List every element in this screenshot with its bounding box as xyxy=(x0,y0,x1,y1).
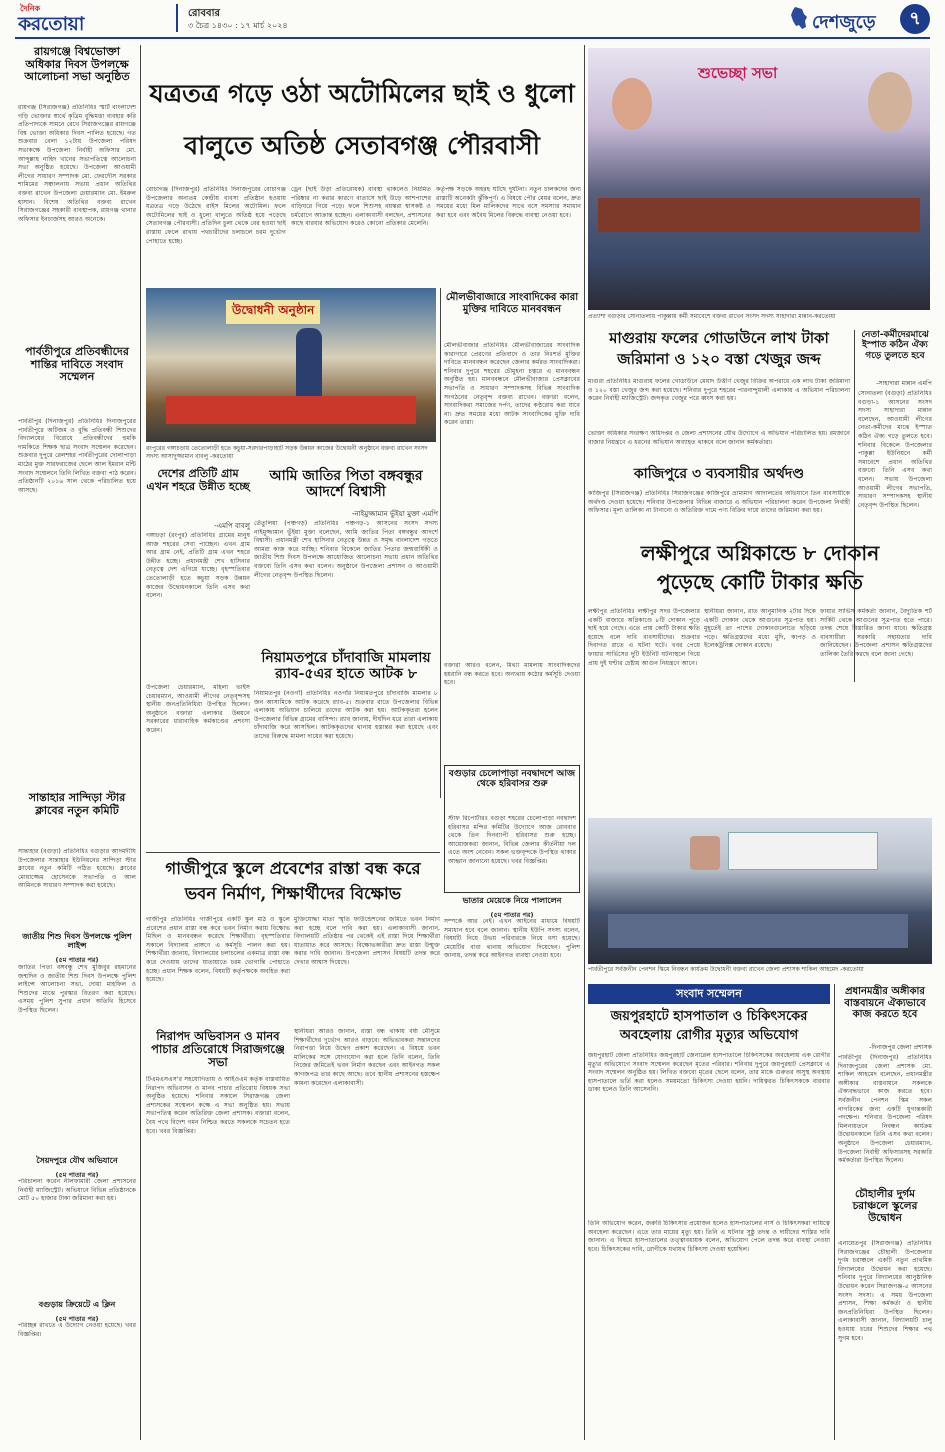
lead-headline-line2: বালুতে অতিষ্ঠ সেতাবগঞ্জ পৌরবাসী xyxy=(184,131,540,160)
bangladesh-map-icon xyxy=(790,6,808,30)
parbatipur-photo xyxy=(588,818,932,964)
page-number-badge xyxy=(900,4,930,34)
more-saidpur: (৫ম পাতার পর) xyxy=(55,1171,99,1179)
body-magura: মাগুরা প্রতিনিধিঃ মাগুরায় ফলের গোডাউনে মেয়াদ উত্তীর্ণ খেজুর বিক্রির অপরাধে এক লাখ টাকা জরিমানা ও ১২০ বস্তা খেজুর জব্দ করা হয়েছে। শনিবার দুপুরে শহরের পারনান্দুয়ালী এলাকায় এ অভিযান পরিচালনা করেন নির্বাহী ম্যাজিস্ট্রেট। জব্দকৃত খেজুর পরে ধ্বংস করা হয়। xyxy=(588,378,850,403)
body-lakshmipur-2: স্থানীয়রা জানান, রাত আনুমানিক ২টার দিকে একটি দোকান থেকে আগুনের সূত্রপাত হয়। মুহূর্তেই তা পাশের দোকানগুলোতে ছড়িয়ে পড়ে। ক্ষতিগ্রস্তদের মধ্যে মুদি, কাপড় ও ইলেকট্রনিক্স দোকান রয়েছে। xyxy=(704,608,816,650)
headline-father-line1: আমি জাতির পিতা বঙ্গবন্ধুর xyxy=(269,468,423,484)
headline-jaipurhat-line2: অবহেলায় রোগীর মৃত্যুর অভিযোগ xyxy=(619,1027,799,1043)
more-daughter: (৫ম পাতার পর) xyxy=(490,911,534,919)
headline-rab xyxy=(254,650,438,682)
headline-trafficking: নিরাপদ অভিবাসন ও মানব পাচার প্রতিরোধে সিরাজগঞ্জে সভা xyxy=(151,1029,285,1070)
dais-table xyxy=(608,914,908,948)
body-father: তেঁতুলিয়া (পঞ্চগড়) প্রতিনিধিঃ পঞ্চগড়-১ আসনের সংসদ সদস্য নাইমুজ্জামান ভুঁইয়া মুক্তা বলেছেন, আমি জাতির পিতা বঙ্গবন্ধুর আদর্শে বিশ্বাসী। প্রধানমন্ত্রী শেখ হাসিনার নেতৃত্বে উন্নত ও সমৃদ্ধ বাংলাদেশ গড়তে আমরা কাজ করে যাচ্ছি। শনিবার বিকেলে জাতির পিতার জন্মবার্ষিকী ও জাতীয় শিশু দিবস উপলক্ষে আয়োজিত আলোচনা সভায় প্রধান অতিথির বক্তব্যে তিনি এসব কথা বলেন। অনুষ্ঠানে উপজেলা প্রশাসন ও আওয়ামী লীগের নেতৃবৃন্দ উপস্থিত ছিলেন। xyxy=(254,520,438,579)
press-conf-label xyxy=(588,984,830,1004)
headline-gazipur-line2: ভবন নির্মাণ, শিক্ষার্থীদের বিক্ষোভ xyxy=(184,883,402,903)
masthead-rule xyxy=(15,37,930,39)
body-leaders: সোনাতলা (বগুড়া) প্রতিনিধিঃ বগুড়া-১ আসনের সংসদ সদস্য সাহাদারা মান্নান বলেছেন, আওয়ামী লীগের নেতা-কর্মীদের মাঝে ইস্পাত কঠিন ঐক্য গড়ে তুলতে হবে। শনিবার বিকেলে উপজেলার পাকুল্লা ইউনিয়নে কর্মী সমাবেশে প্রধান অতিথির বক্তব্যে তিনি এসব কথা বলেন। সভায় উপজেলা আওয়ামী লীগের সভাপতি, সাধারণ সম্পাদকসহ স্থানীয় নেতৃবৃন্দ উপস্থিত ছিলেন। xyxy=(858,390,932,509)
lead-body-col3: কর্তৃপক্ষ সড়কে অহরহ ঘটছে দুর্ঘটনা। নতুন চালকদের জন্য রাস্তাটি অনেকটা ঝুঁকিপূর্ণ। এ বিষয়ে পৌর মেয়র বলেন, দ্রুত সময়ের মধ্যে মিল মালিকদের সাথে বসে সমস্যার সমাধান করা হবে এবং অবৈধ মিলের বিরুদ্ধে ব্যবস্থা নেওয়া হবে। xyxy=(436,186,581,219)
section-title: দেশজুড়ে xyxy=(812,12,876,33)
headline-haribasar: বগুড়ার চেলোপাড়া নবদ্বাদশে আজ থেকে হরিবাসর শুরু xyxy=(448,769,576,790)
gangachara-photo xyxy=(146,288,436,442)
press-conf-label-text: সংবাদ সম্মেলন xyxy=(676,987,742,1000)
body-village-2: উপজেলা চেয়ারম্যান, মহিলা ভাইস চেয়ারম্যান, আওয়ামী লীগের নেতৃবৃন্দসহ স্থানীয় জনপ্রতিনিধিরা উপস্থিত ছিলেন। অনুষ্ঠানে বক্তারা এলাকার উন্নয়নে সরকারের ধারাবাহিক কর্মকাণ্ডের প্রশংসা করেন। xyxy=(146,684,250,734)
masthead-date: ৩ চৈত্র ১৪৩০ : ১৭ মার্চ ২০২৪ xyxy=(188,21,288,30)
byline-leaders: -সাহাদারা মান্নান এমপি xyxy=(876,380,932,387)
sonatola-photo-caption: প্রত্যাশা বগুড়ার সোনাতলায় পাকুল্লায় কর্মী সমাবেশে বক্তব্য রাখেন সংসদ সদস্য সাহাদারা মান্নান-করতোয়া xyxy=(588,313,836,320)
headline-kajipur: কাজিপুরে ৩ ব্যবসায়ীর অর্থদণ্ড xyxy=(633,466,805,482)
headline-chowhali: চৌহালীর দুর্গম চরাঞ্চলে স্কুলের উদ্বোধন xyxy=(852,1188,918,1225)
body-pm-pledge: পার্বতীপুর (দিনাজপুর) প্রতিনিধিঃ দিনাজপুরের জেলা প্রশাসক মো. শাকিল আহমেদ বলেছেন, প্রধানমন্ত্রীর অঙ্গীকার বাস্তবায়নে সকলকে ঐক্যবদ্ধভাবে কাজ করতে হবে। সর্বজনীন পেনশন স্কিম সকল নাগরিকের জন্য একটি যুগান্তকারী পদক্ষেপ। শনিবার উপজেলা পরিষদ মিলনায়তনে নিবন্ধন কার্যক্রম উদ্বোধনকালে তিনি এসব কথা বলেন। অনুষ্ঠানে উপজেলা চেয়ারম্যান, উপজেলা নির্বাহী অফিসারসহ সরকারি কর্মকর্তারা উপস্থিত ছিলেন। xyxy=(838,1054,932,1165)
masthead-day: রোববার xyxy=(188,8,220,19)
headline-moulvibazar: মৌলভীবাজারে সাংবাদিকের কারা মুক্তির দাবিতে মানববন্ধন xyxy=(445,292,579,315)
body-jaipurhat-2: তিনি অভিযোগ করেন, জরুরি চিকিৎসার প্রয়োজন হলেও হাসপাতালের নার্স ও চিকিৎসকরা দায়িত্বে অবহেলা করেছেন। এতে তার মায়ের মৃত্যু হয়। তিনি এ ঘটনার সুষ্ঠু তদন্ত ও দায়ীদের শাস্তির দাবি জানান। এ বিষয়ে হাসপাতালের তত্ত্বাবধায়ক বলেন, অভিযোগ পেলে তদন্ত করে ব্যবস্থা নেওয়া হবে। চিকিৎসকের দাবি, রোগীকে যথাযথ চিকিৎসা দেওয়া হয়েছিল। xyxy=(588,1220,830,1253)
headline-santahar-club: সান্তাহার সান্দিড়া স্টার ক্লাবের নতুন কমিটি xyxy=(28,791,126,817)
photo-banner: উদ্বোধনী অনুষ্ঠান xyxy=(226,300,320,324)
body-rab: নিয়ামতপুর (নওগাঁ) প্রতিনিধিঃ নওগাঁর নিয়ামতপুরে চাঁদাবাজি মামলার ৮ জন আসামিকে আটক করেছে র‌্যাব-৫। শুক্রবার রাতে উপজেলার বিভিন্ন এলাকায় অভিযান চালিয়ে তাদের আটক করা হয়। আটককৃতরা হলেন উপজেলার বিভিন্ন গ্রামের বাসিন্দা। র‌্যাব জানায়, দীর্ঘদিন ধরে তারা এলাকায় চাঁদাবাজি করে আসছিল। আটককৃতদের থানায় হস্তান্তর করা হয়েছে এবং তাদের বিরুদ্ধে মামলা দায়ের করা হয়েছে। xyxy=(254,690,438,740)
headline-lakshmipur-line2: পুড়েছে কোটি টাকার ক্ষতি xyxy=(657,570,863,594)
headline-raiganj: রায়গঞ্জে বিশ্বভোক্তা অধিকার দিবস উপলক্ষে আলোচনা সভা অনুষ্ঠিত xyxy=(24,45,130,84)
headline-gazipur xyxy=(146,860,440,904)
body-lakshmipur-3: ফায়ার সার্ভিস কর্মকর্তা জানান, বৈদ্যুতিক শর্ট সার্কিট থেকে আগুনের সূত্রপাত হতে পারে। তদন্ত শেষে বিস্তারিত জানা যাবে। ক্ষতিগ্রস্ত ব্যবসায়ীরা সরকারি সহায়তার দাবি জানিয়েছেন। উপজেলা প্রশাসন ক্ষতিগ্রস্তদের তালিকা তৈরি করছে বলে জানা গেছে। xyxy=(820,608,932,658)
headline-saidpur: সৈয়দপুরে যৌথ অভিযানে xyxy=(36,1155,118,1165)
body-daughter: সম্পর্কে আর নেই। এখন আইনের মাধ্যমে বিষয়টি সমাধান হবে বলে জানান। স্থানীয় ইউপি সদস্য বলেন, বিষয়টি নিয়ে উভয় পরিবারকে নিয়ে বসা হয়েছে। মেয়েটির বাবা থানায় অভিযোগ দিয়েছেন। পুলিশ জানায়, তদন্ত করে আইনগত ব্যবস্থা নেওয়া হবে। xyxy=(444,918,580,960)
byline-pm-pledge: -দিনাজপুর জেলা প্রশাসক xyxy=(869,1044,932,1051)
headline-father xyxy=(254,468,438,500)
headline-lakshmipur xyxy=(588,542,932,594)
parbatipur-photo-caption: পার্বতীপুরে সর্বজনীন পেনশন স্কিমে নিবন্ধন কার্যক্রম উদ্বোধনী বক্তব্য রাখেন জেলা প্রশাসক শাকিল আহমেদ -করতোয়া xyxy=(588,966,864,973)
headline-jaipurhat xyxy=(588,1010,830,1044)
headline-magura xyxy=(588,330,850,369)
body-gazipur-1: গাজীপুর প্রতিনিধিঃ গাজীপুরে একটি স্কুল মাঠ ও স্কুলে প্রবেশের প্রধান রাস্তা বন্ধ করে ভবন নির্মাণ করায় বিক্ষোভ মিছিল ও মানববন্ধন করেছে শিক্ষার্থীরা। বৃহস্পতিবার সকালে বিদ্যালয় প্রাঙ্গণে এ কর্মসূচি পালন করা হয়। শিক্ষার্থীরা জানায়, বিদ্যালয়ের চলাচলের একমাত্র রাস্তা বন্ধ করে দেওয়ায় তাদের যাতায়াতে চরম ভোগান্তি পোহাতে হচ্ছে। প্রধান শিক্ষক বলেন, বিষয়টি কর্তৃপক্ষকে অবহিত করা হয়েছে। xyxy=(146,916,290,984)
headline-parbatipur-protest: পার্বতীপুরে প্রতিবন্ধীদের শান্তির দাবিতে সংবাদ সম্মেলন xyxy=(25,345,129,384)
headline-rab-line2: র‌্যাব-৫এর হাতে আটক ৮ xyxy=(275,666,417,683)
headline-jaipurhat-line1: জয়পুরহাটে হাসপাতাল ও চিকিৎসকের xyxy=(610,1009,808,1024)
photo-banner-sonatola: শুভেচ্ছা সভা xyxy=(698,64,778,82)
col1-rule xyxy=(140,45,141,1440)
headline-magura-line2: জরিমানা ও ১২০ বস্তা খেজুর জব্দ xyxy=(617,350,821,369)
byline-village: -এমপি বাবলু xyxy=(214,522,250,530)
headline-bogura-clean: বগুড়ায় ক্রিয়েটে এ ক্লিন xyxy=(38,1299,116,1309)
lead-headline-line1: যত্রতত্র গড়ে ওঠা অটোমিলের ছাই ও ধুলো xyxy=(149,79,575,108)
right-rule xyxy=(584,45,585,1440)
body-lakshmipur-1: লক্ষীপুর প্রতিনিধিঃ লক্ষীপুর সদর উপজেলার একটি বাজারে অগ্নিকাণ্ডে ৮টি দোকান পুড়ে ছাই হয়ে গেছে। এতে প্রায় কোটি টাকার ক্ষতি হয়েছে বলে দাবি ব্যবসায়ীদের। শুক্রবার দিবাগত রাতে এ ঘটনা ঘটে। খবর পেয়ে ফায়ার সার্ভিসের দুটি ইউনিট ঘটনাস্থলে গিয়ে প্রায় দুই ঘণ্টার চেষ্টায় আগুন নিয়ন্ত্রণে আনে। xyxy=(588,608,700,667)
body-raiganj: রায়গঞ্জ (সিরাজগঞ্জ) প্রতিনিধিঃ স্মার্ট বাংলাদেশ গড়ি ভোক্তার স্বার্থে কৃত্রিম বুদ্ধিমত্তা ব্যবহার করি প্রতিপাদ্যকে সামনে রেখে সিরাজগঞ্জের রায়গঞ্জে বিশ্ব ভোক্তা অধিকার দিবস পালিত হয়েছে। গত শুক্রবার বেলা ১২টায় উপজেলা পরিষদ সভাকক্ষে উপজেলা নির্বাহী অফিসার মো. আব্দুল্লাহ নাহিদ খানের সভাপতিত্বে আলোচনা সভা অনুষ্ঠিত হয়েছে। উপজেলা আওয়ামী লীগের সাধারণ সম্পাদক মো. ফেরদৌস সরকার শামিমের সঞ্চালনায় সভায় প্রধান অতিথির বক্তব্য রাখেন উপজেলা চেয়ারম্যান মো. ইমরুল হাসান। বিশেষ অতিথির বক্তব্য রাখেন সিরাজগঞ্জের সহকারী ব্যবস্থাপক, রায়গঞ্জ থানার অফিসার ইনচার্জসহ আরও অনেকে। xyxy=(18,104,136,223)
body-chowhali: এনায়েতপুর (সিরাজগঞ্জ) প্রতিনিধিঃ সিরাজগঞ্জের চৌহালী উপজেলার দুর্গম চরাঞ্চলে একটি নতুন প্রাথমিক বিদ্যালয়ের উদ্বোধন করা হয়েছে। শনিবার দুপুরে বিদ্যালয়ের আনুষ্ঠানিক উদ্বোধন করেন সিরাজগঞ্জ-৫ আসনের সংসদ সদস্য। এ সময় উপজেলা প্রশাসন, শিক্ষা কর্মকর্তা ও স্থানীয় জনপ্রতিনিধিরা উপস্থিত ছিলেন। এলাকাবাসী জানান, বিদ্যালয়টি চালু হওয়ায় চরের শিশুদের শিক্ষার পথ সুগম হবে। xyxy=(838,1240,932,1342)
pm-rule xyxy=(834,984,835,1440)
pm-portrait xyxy=(690,836,720,870)
gangachara-photo-caption: রংপুরের গঙ্গাচড়ায় তেতোলাড়ী হতে কচুয়া-সরদারপাড়াহাট সড়ক উন্নয়ন কাজের উদ্বোধনী অনুষ্ঠানে বক্তব্য রাখেন সংসদ সদস্য আসাদুজ্জামান বাবলু -করতোয়া xyxy=(146,445,428,460)
moulvibazar-rule xyxy=(440,288,441,798)
masthead-divider xyxy=(176,4,178,32)
headline-gazipur-line1: গাজীপুরে স্কুলে প্রবেশের রাস্তা বন্ধ করে xyxy=(165,859,421,878)
flower-table xyxy=(166,396,416,424)
headline-village: দেশের প্রতিটি গ্রাম এখন শহরে উন্নীত হচ্ছে xyxy=(146,467,250,493)
brand-logo: করতোয়া xyxy=(18,13,84,35)
body-moulvibazar: মৌলভীবাজার প্রতিনিধিঃ মৌলভীবাজারের সাংবাদিক কারাগারে প্রেরণের প্রতিবাদে ও তার নিঃশর্ত মুক্তির দাবিতে মানববন্ধন করেছেন জেলার কর্মরত সাংবাদিকরা। শনিবার দুপুরে শহরের চৌমুহনা চত্বরে এ মানববন্ধন অনুষ্ঠিত হয়। মানববন্ধনে মৌলভীবাজার প্রেসক্লাবের সভাপতি ও সাধারণ সম্পাদকসহ বিভিন্ন সাংবাদিক সংগঠনের নেতৃবৃন্দ বক্তব্য রাখেন। বক্তারা বলেন, সাংবাদিকরা সমাজের দর্পণ, তাদের কণ্ঠরোধ করা যাবে না। দ্রুত সময়ের মধ্যে আটক সাংবাদিকের মুক্তি দাবি করেন তারা। xyxy=(444,342,580,427)
headline-police-lines: জাতীয় শিশু দিবস উপলক্ষে পুলিশ লাইন্স xyxy=(22,931,132,951)
body-moulvibazar-2: বক্তারা আরও বলেন, মিথ্যা মামলায় সাংবাদিকদের হয়রানি বন্ধ করতে হবে। অন্যথায় কঠোর কর্মসূচি দেওয়া হবে। xyxy=(444,662,580,687)
headline-magura-line1: মাগুরায় ফলের গোডাউনে লাখ টাকা xyxy=(609,329,829,347)
brand-small: দৈনিক xyxy=(20,4,41,13)
byline-father: -নাইমুজ্জামান ভুঁইয়া মুক্তা এমপি xyxy=(351,510,438,518)
headline-lakshmipur-line1: লক্ষীপুরে অগ্নিকান্ডে ৮ দোকান xyxy=(640,541,880,565)
portrait-left xyxy=(612,78,652,130)
pension-banner xyxy=(728,832,878,870)
page-number: ৭ xyxy=(909,8,921,29)
headline-pm-pledge: প্রধানমন্ত্রীর অঙ্গীকার বাস্তবায়নে ঐক্যভাবে কাজ করতে হবে xyxy=(844,986,926,1020)
more-bogura-clean: (৫ম পাতার পর) xyxy=(55,1315,99,1323)
more-police-lines: (৫ম পাতার পর) xyxy=(55,956,99,964)
portrait-right xyxy=(868,72,912,132)
body-kajipur: কাজিপুর (সিরাজগঞ্জ) প্রতিনিধিঃ সিরাজগঞ্জের কাজিপুরে ভ্রাম্যমাণ আদালতের অভিযানে তিন ব্যবসায়ীকে অর্থদণ্ড দেওয়া হয়েছে। শনিবার উপজেলার বিভিন্ন বাজারে এ অভিযান পরিচালনা করেন উপজেলা নির্বাহী অফিসার। মূল্য তালিকা না টানানো ও অতিরিক্ত দামে পণ্য বিক্রির দায়ে তাদের জরিমানা করা হয়। xyxy=(588,490,850,515)
body-saidpur: পরিচালনা করেন নীলফামারী জেলা প্রশাসনের নির্বাহী ম্যাজিস্ট্রেট। অভিযানে বিভিন্ন প্রতিষ্ঠানকে মোট ৫০ হাজার টাকা জরিমানা করা হয়। xyxy=(18,1178,136,1203)
body-village: গঙ্গাচড়া (রংপুর) প্রতিনিধিঃ গ্রামের মানুষ আজ শহরের সেবা পাচ্ছেন। এখন গ্রাম আর গ্রাম নেই, প্রতিটি গ্রাম এখন শহরে উন্নীত হচ্ছে। প্রধানমন্ত্রী শেখ হাসিনার নেতৃত্বে দেশ এগিয়ে যাচ্ছে। বৃহস্পতিবার তেতোলাড়ী হতে কচুয়া সড়ক উন্নয়ন কাজের উদ্বোধনকালে তিনি এসব কথা বলেন। xyxy=(146,532,250,600)
body-santahar-club: সান্তাহার (বগুড়া) প্রতিনিধিঃ বগুড়ার আদমদীঘি উপজেলার সান্তাহার ইউনিয়নের সান্দিড়া স্টার ক্লাবের নতুন কমিটি গঠিত হয়েছে। ক্লাবের মোয়াজ্জেম হোসেনকে সভাপতি ও আল আমিনকে সাধারণ সম্পাদক করা হয়েছে। xyxy=(18,848,136,890)
gazipur-rule xyxy=(146,852,440,853)
body-gazipur-2: মুক্তিযোদ্ধা মাতা স্মৃতি ফাউন্ডেশনের জমিতে ভবন নির্মাণ করা হচ্ছে বলে দাবি করা হয়। এলাকাবাসী জানান, বিদ্যালয়টি প্রতিষ্ঠার পর থেকেই এই রাস্তা দিয়ে শিক্ষার্থীরা যাতায়াত করে আসছে। বিক্ষোভকারীরা দ্রুত রাস্তা উন্মুক্ত করার দাবি জানান। উপজেলা প্রশাসন বিষয়টি তদন্ত করে দেখার আশ্বাস দিয়েছে। xyxy=(294,916,440,966)
masthead xyxy=(0,0,945,40)
stage-table xyxy=(598,198,920,232)
body-parbatipur-protest: পার্বতীপুর (দিনাজপুর) প্রতিনিধিঃ দিনাজপুরের পার্বতীপুরে অটিজম ও বুদ্ধি প্রতিবন্ধী শিশুদের বিদ্যালয়ের বিরোধে প্রতিবন্ধীদের হুমকি দামকিতে শিক্ষক ছাত্র সংবাদ সম্মেলন করেছেন। শুক্রবার দুপুরে রেলশহর পার্বতীপুরের দোলাপাড়া মাঠের মুক্ত সারফরাজের ছেলে আল ইমরান মন্টি সংবাদ সম্মেলনে তিনি লিখিত বক্তব্য পাঠ করেন। প্রতিষ্ঠানটি ২০১৬ সাল থেকে পরিচালিত হয়ে আসছে। xyxy=(18,418,136,494)
lead-body-col2: ড্রেন (ছাই উড়া প্রতিরোধক) ব্যবস্থা থাকলেও নিয়মিত পরিষ্কার না করার কারণে বাতাসে ছাই উড়ে আশপাশের বাড়িঘরে গিয়ে পড়ে। ফলে শিশুসহ বয়স্করা শ্বাসকষ্ট ও চর্মরোগে আক্রান্ত হচ্ছেন। এলাকাবাসী বলছেন, প্রশাসনের কাছে বারবার অভিযোগ করেও কোনো প্রতিকার মেলেনি। xyxy=(291,186,431,228)
headline-daughter: ভাতার মেয়েকে নিয়ে পালালেন xyxy=(462,895,562,905)
body-gazipur-3: স্থানীয়রা আরও জানান, রাস্তা বন্ধ থাকায় বর্ষা মৌসুমে শিক্ষার্থীদের দুর্ভোগ আরও বাড়বে। অভিভাবকরা সন্তানদের নিরাপত্তা নিয়ে উদ্বেগ প্রকাশ করেছেন। এ বিষয়ে ভবন মালিকের সঙ্গে যোগাযোগ করা হলে তিনি বলেন, তিনি নিজের জমিতেই ভবন নির্মাণ করছেন এবং আইনগত সকল কাগজপত্র তার কাছে আছে। তবে স্থানীয় প্রশাসনের হস্তক্ষেপ কামনা করেছেন এলাকাবাসী। xyxy=(294,1028,440,1087)
body-haribasar: স্টাফ রিপোর্টারঃ বগুড়া শহরের চেলোপাড়া নবদ্বাদশ হরিবাসর মন্দির কমিটির উদ্যোগে আজ রোববার থেকে তিন দিনব্যাপী হরিবাসর শুরু হচ্ছে। আয়োজকরা জানান, বিভিন্ন জেলার কীর্তনীয়া দল এতে অংশ নেবেন। সকল ভক্তবৃন্দকে উপস্থিত থাকার আহ্বান জানানো হয়েছে। খবর বিজ্ঞপ্তির। xyxy=(448,815,576,865)
body-magura-2: ভোক্তা অধিকার সংরক্ষণ অধিদপ্তর ও জেলা প্রশাসনের যৌথ উদ্যোগে এ অভিযান পরিচালিত হয়। রমজানে বাজার নিয়ন্ত্রণে এ ধরনের অভিযান অব্যাহত থাকবে বলে জানান কর্মকর্তারা। xyxy=(588,430,850,446)
lead-body-col1: বোচাগঞ্জ (দিনাজপুর) প্রতিনিধিঃ দিনাজপুরের বোচাগঞ্জ উপজেলার অন্যতম কেন্দ্রীয় ব্যবসা প্রতিষ্ঠান হওয়ায় যত্রতত্র গড়ে উঠেছে রাইস মিলের অটোমিল। ফলে অটোমিলের ছাই ও ধুলো বালুতে অতিষ্ঠ হয়ে পড়েছে সেতাবগঞ্জ পৌরবাসী। প্রতিদিন চুলা থেকে বের হওয়া ছাই রাস্তায় ফেলে রাখায় পথচারীদের চলাচলে চরম দুর্ভোগ পোহাতে হচ্ছে। xyxy=(146,186,286,245)
headline-leaders: নেতা-কর্মীদেরমাঝে ইস্পাত কঠিন ঐক্য গড়ে তুলতে হবে xyxy=(861,330,929,361)
headline-father-line2: আদর্শে বিশ্বাসী xyxy=(306,484,386,501)
body-trafficking: টিএমএসএস'র সহযোগিতায় ও আইওএম কর্তৃক বাস্তবায়িত নিরাপদ অভিবাসন ও মানব পাচার প্রতিরোধ বিষয়ক সভা অনুষ্ঠিত হয়েছে। শনিবার সকালে সিরাজগঞ্জ জেলা প্রশাসকের সম্মেলন কক্ষে এ সভা অনুষ্ঠিত হয়। সভায় সভাপতিত্ব করেন অতিরিক্ত জেলা প্রশাসক। বক্তারা বলেন, বৈধ পথে বিদেশ গমন নিশ্চিত করতে সকলকে সচেতন হতে হবে। খবর বিজ্ঞপ্তির। xyxy=(146,1076,290,1135)
body-bogura-clean: পরিচ্ছন্ন রাখতে এ উদ্যোগ নেওয়া হয়েছে। খবর বিজ্ঞপ্তির। xyxy=(18,1322,136,1338)
headline-rab-line1: নিয়ামতপুরে চাঁদাবাজি মামলায় xyxy=(261,650,431,666)
body-jaipurhat-1: জয়পুরহাট জেলা প্রতিনিধিঃ জয়পুরহাট জেনারেল হাসপাতালে চিকিৎসকের অবহেলায় এক রোগীর মৃত্যুর অভিযোগে সংবাদ সম্মেলন করেছেন মৃতের পরিবার। শনিবার দুপুরে জয়পুরহাট প্রেসক্লাবে এ সংবাদ সম্মেলন অনুষ্ঠিত হয়। লিখিত বক্তব্যে মৃতের ছেলে বলেন, তার মাকে গুরুতর অসুস্থ অবস্থায় হাসপাতালে ভর্তি করা হলেও সময়মতো চিকিৎসা দেওয়া হয়নি। দায়িত্বরত চিকিৎসককে বারবার ডাকা হলেও তিনি আসেননি। xyxy=(588,1052,830,1094)
sonatola-photo xyxy=(588,48,930,310)
body-police-lines: জাতির পিতা বঙ্গবন্ধু শেখ মুজিবুর রহমানের জন্মদিন ও জাতীয় শিশু দিবস উপলক্ষে পুলিশ লাইন্সে আলোচনা সভা, দোয়া মাহফিল ও শিশুদের মাঝে পুরস্কার বিতরণ করা হয়েছে। এসময় পুলিশ সুপার প্রধান অতিথি হিসেবে উপস্থিত ছিলেন। xyxy=(18,964,136,1014)
